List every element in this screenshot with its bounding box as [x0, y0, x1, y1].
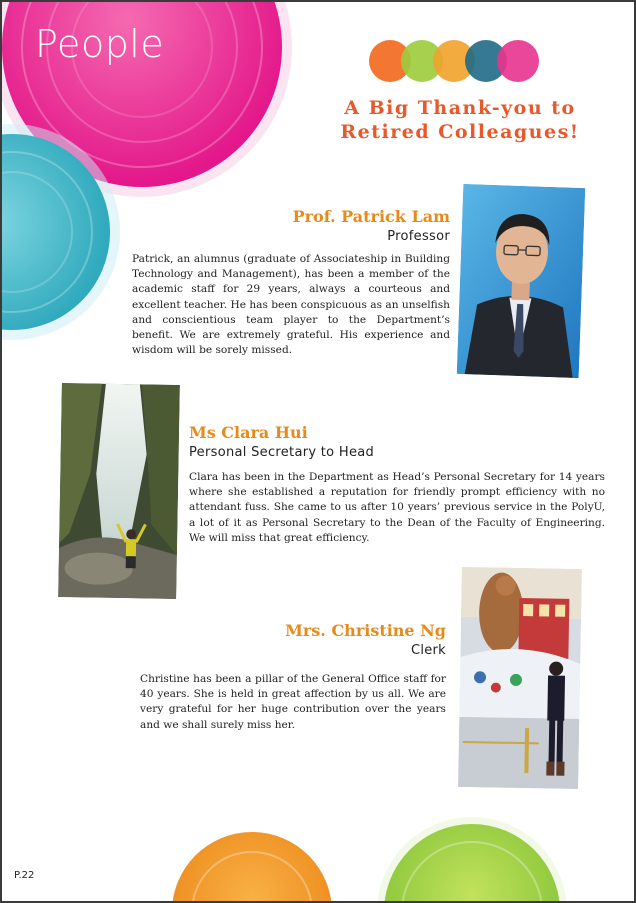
- portrait-photo: [457, 184, 586, 378]
- person-role: Clerk: [410, 643, 446, 658]
- person-name: Prof. Patrick Lam: [292, 207, 450, 226]
- person-card-1: [132, 207, 450, 244]
- headline-line-1: A Big Thank-you to: [344, 97, 576, 119]
- person-card-2: [189, 423, 605, 460]
- page-number: P.22: [14, 870, 35, 881]
- person-bio: Clara has been in the Department as Head’s Personal Secretary for 14 years where she established a reputation for friendly prompt efficiency with no attendant fuss. She came to us after 10 years’ previous service in the PolyU, a lot of it as Personal Secretary to the Dean of the Faculty of Engineering. We will miss that great efficiency.: [189, 471, 605, 544]
- person-card-3: [140, 621, 446, 658]
- person-bio: Patrick, an alumnus (graduate of Associateship in Building Technology and Management), has been a member of the academic staff for 29 years, always a courteous and excellent teacher. He has been conspicuous as an unselfish and conscientious team player to the Department’s benefit. We are extremely grateful. His experience and wisdom will be sorely missed.: [132, 253, 450, 357]
- decorative-circles-bottom: [152, 792, 634, 901]
- section-title: People: [35, 22, 165, 66]
- festive-display-photo: [458, 567, 582, 789]
- headline: [320, 96, 600, 144]
- person-name: Ms Clara Hui: [189, 423, 308, 442]
- person-role: Personal Secretary to Head: [189, 445, 375, 460]
- waterfall-photo: [58, 383, 180, 599]
- headline-line-2: Retired Colleagues!: [340, 121, 580, 143]
- person-role: Professor: [387, 229, 450, 244]
- colored-circles-logo: [368, 38, 540, 84]
- person-bio: Christine has been a pillar of the General Office staff for 40 years. She is held in great affection by us all. We are very grateful for her huge contribution over the years and we shall surely miss her.: [140, 673, 446, 731]
- person-name: Mrs. Christine Ng: [285, 621, 446, 640]
